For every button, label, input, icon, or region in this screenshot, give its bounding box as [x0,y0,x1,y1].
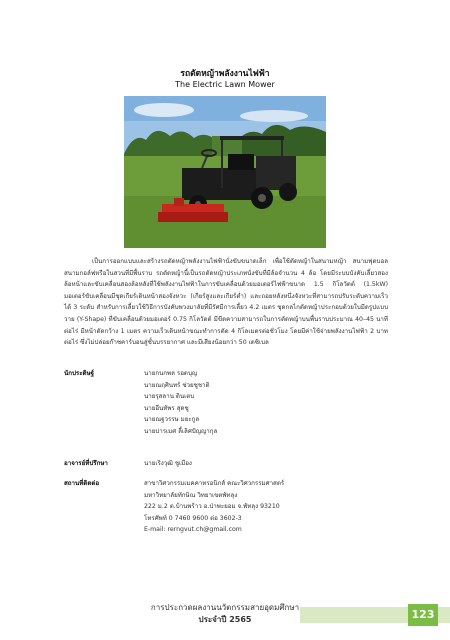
inventors-label: นักประดิษฐ์ [64,370,95,377]
contact-section [64,478,394,540]
footer-line-1: การประกวดผลงานนวัตกรรมสายอุดมศึกษา [150,603,300,612]
inventors-list [144,368,394,438]
list-item: นายปารเมศ ลี้เลิศปัญญากุล [144,427,218,435]
advisor-name: นายเริงวุฒิ ชูเมือง [144,460,192,467]
page-number: 123 [408,604,438,626]
contact-label: สถานที่ติดต่อ [64,480,100,487]
list-item: นายณฐวรรษ มยะกูล [144,416,200,424]
contact-email: E-mail: rerngvut.ch@gmail.com [144,526,242,534]
abstract [64,256,388,349]
footer-caption [150,602,300,626]
list-item: นายณฤศินทร์ ช่วยชูชาติ [144,381,210,389]
inventors-section [64,368,394,448]
contact-line: โทรศัพท์ 0 7460 9600 ต่อ 3602-3 [144,514,242,522]
page-title-thai: รถตัดหญ้าพลังงานไฟฟ้า [180,69,270,79]
list-item: นายอีนทัพร สุดชู [144,404,189,412]
contact-details [144,478,394,536]
contact-line: มหาวิทยาลัยทักษิณ วิทยาเขตพัทลุง [144,491,238,499]
lawn-mower-photo [124,96,326,248]
advisor-label: อาจารย์ที่ปรึกษา [64,460,108,467]
footer-line-2: ประจำปี 2565 [198,615,252,624]
list-item: นายรุสลาน ดินเตบ [144,393,195,401]
advisor-section [64,458,394,472]
abstract-text: เป็นการออกแบบและสร้างรถตัดหญ้าพลังงานไฟฟ้านั่งขับขนาดเล็ก เพื่อใช้ตัดหญ้าในสนามหญ้า สนามฟุตบอล สนามกอล์ฟหรือในสวนที่มีพื้นราบ รถตัดหญ้านี้เป็นรถตัดหญ้าประเภทนั่งขับที่มีล้อจำนวน 4 ล้อ โดยมีระบบบังคับเลี้ยวสองล้อหน้าและขับเคลื่อนสองล้อหลังที่ใช้พลังงานไฟฟ้าในการขับเคลื่อนด้วยมอเตอร์ไฟฟ้าขนาด 1.5 กิโลวัตต์ (1.5kW) มอเตอร์ขับเคลื่อนมีชุดเกียร์เดินหน้าสองจังหวะ (เกียร์สูงและเกียร์ต่ำ) และถอยหลังหนึ่งจังหวะที่สามารถปรับระดับความเร็วได้ 3 ระดับ สำหรับการเลี้ยวใช้วิธีการบังคับพวงมาลัยที่มีรัศมีการเลี้ยว 4.2 เมตร ชุดกลไกตัดหญ้าประกอบด้วยใบมีดรูปแบบวาย (Y-Shape) ที่ขับเคลื่อนด้วยมอเตอร์ 0.75 กิโลวัตต์ มีขีดความสามารถในการตัดหญ้าบนพื้นราบประมาณ 40–45 นาทีต่อไร่ มีหน้าตัดกว้าง 1 เมตร ความเร็วเดินหน้าขณะทำการตัด 4 กิโลเมตรต่อชั่วโมง โดยมีค่าใช้จ่ายพลังงานไฟฟ้า 2 บาทต่อไร่ ซึ่งไม่ปล่อยก๊าซคาร์บอนสู่ชั้นบรรยากาศ และมีเสียงน้อยกว่า 50 เดซิเบล [64,258,388,347]
list-item: นายกนกพล รอดบุญ [144,370,198,377]
contact-line: 222 ม.2 ต.บ้านพร้าว อ.ป่าพะยอม จ.พัทลุง 93210 [144,503,280,511]
page-title-english: The Electric Lawn Mower [175,80,275,89]
contact-line: สาขาวิศวกรรมเมคคาทรอนิกส์ คณะวิศวกรรมศาสตร์ [144,480,285,487]
